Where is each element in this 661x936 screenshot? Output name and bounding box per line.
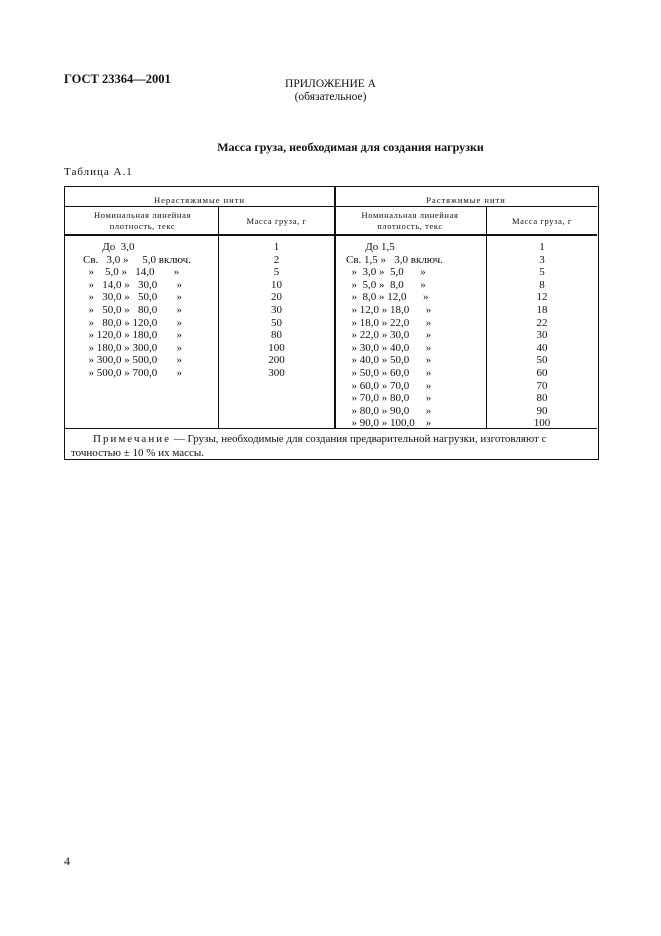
mass-cell: 80	[536, 392, 548, 405]
density-cell: » 70,0 » 80,0 »	[335, 392, 432, 405]
mass-cell: 12	[536, 291, 548, 304]
density-cell: » 5,0 » 14,0 »	[83, 266, 180, 279]
density-cell: » 3,0 » 5,0 »	[335, 266, 426, 279]
mass-cell: 20	[271, 291, 282, 304]
mass-cell: 100	[268, 341, 285, 354]
standard-header: ГОСТ 23364—2001	[64, 72, 171, 86]
mass-cell: 300	[268, 366, 285, 379]
table-note	[65, 432, 600, 460]
density-cell: » 180,0 » 300,0 »	[83, 341, 182, 354]
density-cell: » 12,0 » 18,0 »	[335, 303, 432, 316]
mass-cell: 18	[536, 303, 548, 316]
right-density-rows	[335, 241, 443, 430]
mass-cell: 70	[536, 379, 548, 392]
mass-cell: 1	[539, 241, 545, 253]
mass-cell: 8	[539, 278, 545, 291]
density-cell: Св. 1,5 » 3,0 включ.	[335, 253, 443, 266]
density-cell: » 80,0 » 120,0 »	[83, 316, 182, 329]
section-title: Масса груза, необходимая для создания нагрузки	[217, 140, 484, 154]
group-header-left: Нерастяжимые нити	[154, 195, 245, 205]
density-cell: » 80,0 » 90,0 »	[335, 404, 432, 417]
mass-cell: 80	[271, 329, 282, 342]
divider	[65, 234, 597, 236]
col-mass-right: Масса груза, г	[511, 216, 573, 226]
note-text: — Грузы, необходимые для создания предварительной нагрузки, изготовляют с точностью ± 10 % их массы.	[71, 433, 547, 459]
mass-cell: 2	[273, 253, 280, 266]
page-number: 4	[64, 854, 70, 868]
density-cell: » 300,0 » 500,0 »	[83, 354, 182, 367]
density-cell: До 1,5	[335, 241, 395, 253]
left-density-rows	[83, 241, 191, 380]
density-cell: » 50,0 » 60,0 »	[335, 366, 432, 379]
mass-cell: 200	[268, 354, 285, 367]
mass-cell: 50	[536, 354, 548, 367]
density-cell: » 60,0 » 70,0 »	[335, 379, 432, 392]
mass-cell: 3	[539, 253, 545, 266]
density-cell: » 5,0 » 8,0 »	[335, 278, 426, 291]
density-cell: До 3,0	[83, 241, 135, 253]
note-label: Примечание	[93, 433, 171, 445]
density-cell: » 120,0 » 180,0 »	[83, 329, 182, 342]
mass-cell: 5	[539, 266, 545, 279]
table-label: Таблица А.1	[64, 166, 133, 178]
divider	[65, 206, 597, 207]
col-density-right: Номинальная линейная плотность, текс	[361, 210, 459, 231]
density-cell: Св. 3,0 » 5,0 включ.	[83, 253, 191, 266]
mass-cell: 90	[536, 404, 548, 417]
mass-cell: 5	[273, 266, 280, 279]
mass-cell: 100	[533, 417, 551, 430]
density-cell: » 90,0 » 100,0 »	[335, 417, 432, 430]
group-header-right: Растяжимые нити	[426, 195, 506, 205]
mass-cell: 40	[536, 341, 548, 354]
density-cell: » 50,0 » 80,0 »	[83, 303, 182, 316]
density-cell: » 18,0 » 22,0 »	[335, 316, 432, 329]
mass-table	[64, 186, 599, 460]
density-cell: » 22,0 » 30,0 »	[335, 329, 432, 342]
density-cell: » 30,0 » 40,0 »	[335, 341, 432, 354]
mass-cell: 50	[271, 316, 282, 329]
mass-cell: 60	[536, 366, 548, 379]
density-cell: » 40,0 » 50,0 »	[335, 354, 432, 367]
appendix-subtitle: (обязательное)	[294, 91, 367, 103]
density-cell: » 14,0 » 30,0 »	[83, 278, 182, 291]
col-density-left: Номинальная линейная плотность, текс	[94, 210, 191, 231]
density-cell: » 500,0 » 700,0 »	[83, 366, 182, 379]
left-mass-rows	[219, 241, 334, 380]
mass-cell: 22	[536, 316, 548, 329]
mass-cell: 30	[536, 329, 548, 342]
col-mass-left: Масса груза, г	[246, 216, 307, 226]
density-cell: » 30,0 » 50,0 »	[83, 291, 182, 304]
appendix-title: ПРИЛОЖЕНИЕ А	[285, 78, 376, 90]
mass-cell: 30	[271, 303, 282, 316]
mass-cell: 1	[273, 241, 280, 253]
appendix-heading	[0, 78, 661, 104]
right-mass-rows	[487, 241, 597, 430]
density-cell: » 8,0 » 12,0 »	[335, 291, 429, 304]
mass-cell: 10	[271, 278, 282, 291]
